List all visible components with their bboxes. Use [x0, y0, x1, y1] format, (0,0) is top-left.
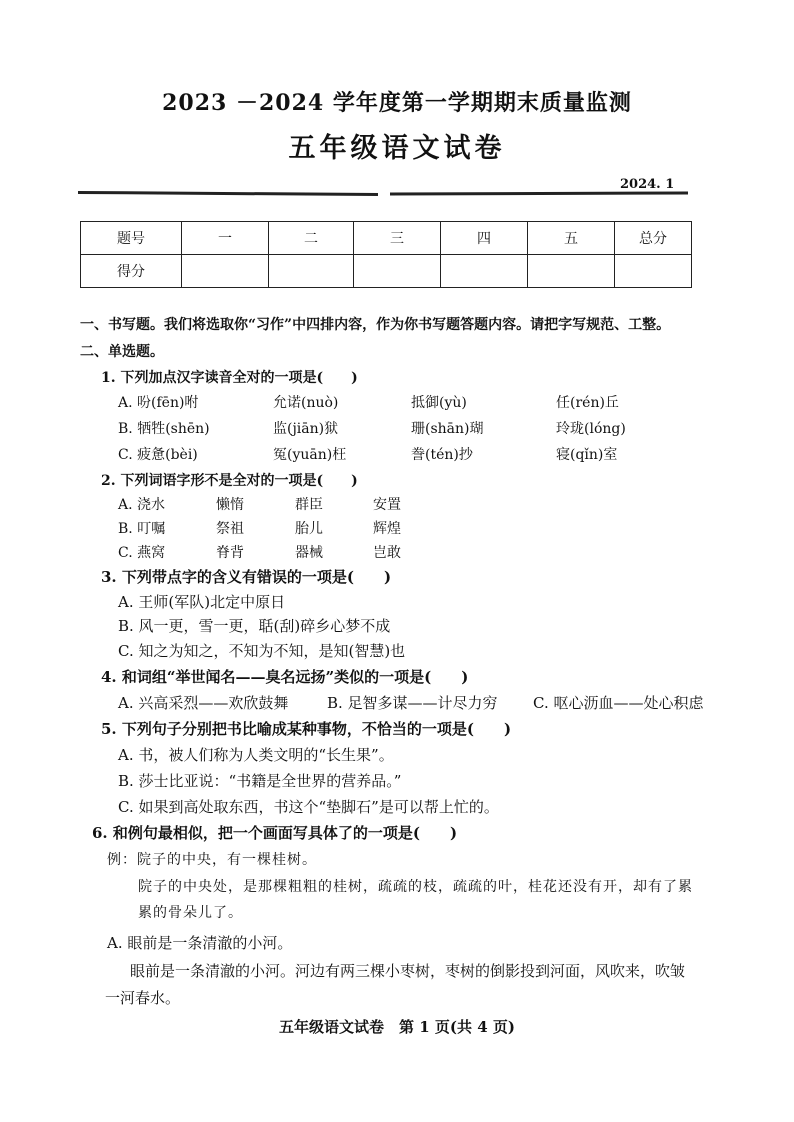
question-6-stem: 6. 和例句最相似，把一个画面写具体了的一项是( ): [92, 824, 458, 842]
q5-option-a: A. 书，被人们称为人类文明的“长生果”。: [118, 746, 394, 764]
q2-option-c-word3: 器械: [295, 545, 323, 561]
score-entry-cell[interactable]: [182, 255, 269, 288]
q1-option-b-item1: B. 牺牲(shēn): [118, 421, 210, 437]
q6-option-a-line-1: 眼前是一条清澈的小河。河边有两三棵小枣树，枣树的倒影投到河面，风吹来，吹皱: [130, 962, 686, 980]
q1-option-a-item2: 允诺(nuò): [273, 395, 339, 411]
header-rule-left: [78, 191, 378, 196]
q1-option-a-item3: 抵御(yù): [411, 395, 467, 411]
q1-option-b-item2: 监(jiān)狱: [273, 421, 339, 437]
q6-example-line-1: 院子的中央处，是那棵粗粗的桂树，疏疏的枝，疏疏的叶，桂花还没有开，却有了累: [138, 879, 693, 895]
score-header-cell: 二: [269, 222, 354, 255]
score-header-cell: 五: [528, 222, 615, 255]
q6-option-a: A. 眼前是一条清澈的小河。: [107, 934, 293, 952]
q4-option-b: B. 足智多谋——计尽力穷: [327, 694, 498, 712]
score-header-cell: 四: [441, 222, 528, 255]
q2-option-a-word3: 群臣: [295, 497, 323, 513]
score-header-cell: 题号: [81, 222, 182, 255]
score-row-label: 得分: [81, 255, 182, 288]
q2-option-c-word2: 脊背: [216, 545, 244, 561]
q4-option-c: C. 呕心沥血——处心积虑: [533, 694, 704, 712]
score-header-cell: 三: [354, 222, 441, 255]
score-entry-cell[interactable]: [528, 255, 615, 288]
section-1-heading: 一、书写题。我们将选取你“习作”中四排内容，作为你书写题答题内容。请把字写规范、工整。: [80, 317, 671, 333]
section-2-heading: 二、单选题。: [80, 344, 164, 360]
score-entry-cell[interactable]: [615, 255, 692, 288]
question-1-stem: 1. 下列加点汉字读音全对的一项是( ): [101, 370, 358, 386]
q1-option-a-item4: 任(rén)丘: [556, 395, 619, 411]
q1-option-b-item4: 玲珑(lóng): [556, 421, 626, 437]
q2-option-a-word1: A. 浇水: [118, 497, 166, 513]
q5-option-b: B. 莎士比亚说：“书籍是全世界的营养品。”: [118, 772, 402, 790]
score-entry-cell[interactable]: [354, 255, 441, 288]
q1-option-c-item1: C. 疲惫(bèi): [118, 447, 198, 463]
question-5-stem: 5. 下列句子分别把书比喻成某种事物，不恰当的一项是( ): [101, 720, 512, 738]
score-table: [80, 221, 692, 288]
question-4-stem: 4. 和词组“举世闻名——臭名远扬”类似的一项是( ): [101, 668, 469, 686]
q6-example-line-2: 累的骨朵儿了。: [138, 905, 243, 921]
q5-option-c: C. 如果到高处取东西，书这个“垫脚石”是可以帮上忙的。: [118, 798, 499, 816]
q3-option-b: B. 风一更，雪一更，聒(刮)碎乡心梦不成: [118, 617, 391, 635]
score-header-cell: 一: [182, 222, 269, 255]
q2-option-b-word4: 辉煌: [373, 521, 401, 537]
question-3-stem: 3. 下列带点字的含义有错误的一项是( ): [101, 568, 392, 586]
header-rule-right: [390, 191, 688, 195]
q6-example-label: 例：院子的中央，有一棵桂树。: [107, 852, 317, 868]
q2-option-a-word2: 懒惰: [216, 497, 244, 513]
q2-option-c-word1: C. 燕窝: [118, 545, 166, 561]
q2-option-a-word4: 安置: [373, 497, 401, 513]
q2-option-b-word2: 祭祖: [216, 521, 244, 537]
q1-option-c-item2: 冤(yuān)枉: [273, 447, 347, 463]
question-2-stem: 2. 下列词语字形不是全对的一项是( ): [101, 473, 358, 489]
page-footer: 五年级语文试卷 第 1 页(共 4 页): [279, 1018, 515, 1036]
q1-option-c-item3: 誊(tén)抄: [411, 447, 473, 463]
score-header-cell: 总分: [615, 222, 692, 255]
q6-option-a-line-2: 一河春水。: [105, 989, 181, 1007]
q2-option-b-word3: 胎儿: [295, 521, 323, 537]
exam-term-title: 2023 －2024 学年度第一学期期末质量监测: [162, 90, 632, 116]
q2-option-c-word4: 岂敢: [373, 545, 401, 561]
q1-option-c-item4: 寝(qǐn)室: [556, 447, 618, 463]
q4-option-a: A. 兴高采烈——欢欣鼓舞: [118, 694, 289, 712]
q2-option-b-word1: B. 叮嘱: [118, 521, 166, 537]
score-table-header-row: [81, 222, 692, 255]
exam-paper-title: 五年级语文试卷: [288, 133, 506, 164]
exam-date: 2024. 1: [620, 177, 675, 192]
q1-option-a-item1: A. 吩(fēn)咐: [118, 395, 199, 411]
score-entry-cell[interactable]: [441, 255, 528, 288]
q1-option-b-item3: 珊(shān)瑚: [411, 421, 484, 437]
q3-option-c: C. 知之为知之，不知为不知，是知(智慧)也: [118, 642, 406, 660]
score-entry-cell[interactable]: [269, 255, 354, 288]
score-table-score-row: [81, 255, 692, 288]
q3-option-a: A. 王师(军队)北定中原日: [118, 593, 286, 611]
